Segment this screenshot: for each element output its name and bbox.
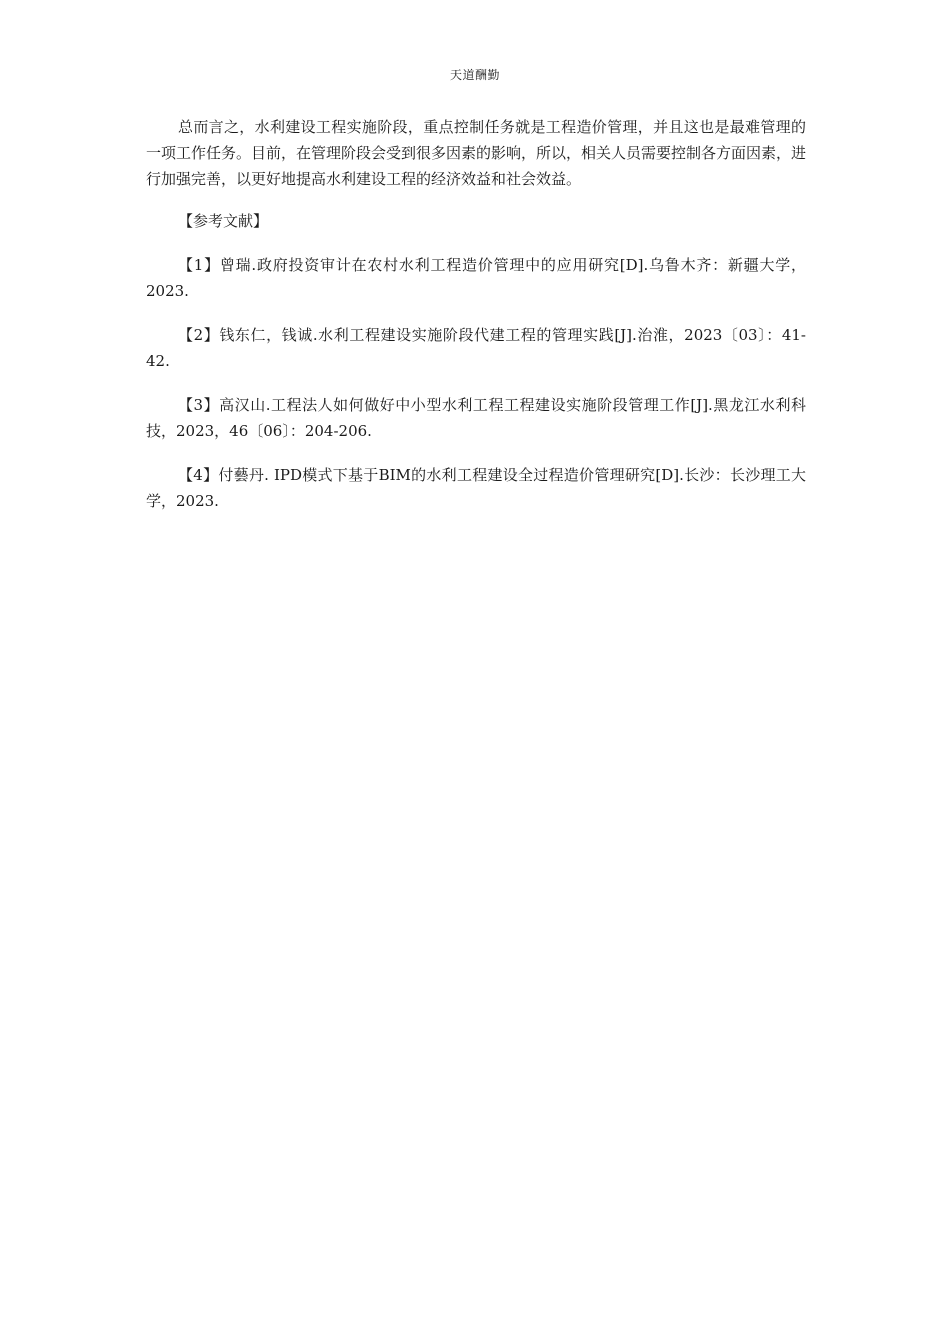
reference-number: 【4】	[178, 466, 219, 484]
page-header: 天道酬勤	[449, 68, 500, 82]
conclusion-paragraph: 总而言之，水利建设工程实施阶段，重点控制任务就是工程造价管理，并且这也是最难管理的一项工作任务。目前，在管理阶段会受到很多因素的影响，所以，相关人员需要控制各方面因素，进行加强完善，以更好地提高水利建设工程的经济效益和社会效益。	[146, 118, 807, 188]
reference-item	[146, 322, 806, 374]
reference-number: 【3】	[178, 396, 220, 414]
reference-text: 钱东仁，钱诚.水利工程建设实施阶段代建工程的管理实践[J].治淮，2023〔03〕：41-42.	[146, 326, 806, 370]
reference-text: 高汉山.工程法人如何做好中小型水利工程工程建设实施阶段管理工作[J].黑龙江水利科技，2023，46〔06〕：204-206.	[146, 396, 806, 440]
reference-number: 【1】	[178, 256, 220, 274]
reference-item	[146, 252, 806, 304]
reference-text: 付藝丹. IPD模式下基于BIM的水利工程建设全过程造价管理研究[D].长沙：长沙理工大学，2023.	[146, 466, 807, 510]
document-body	[146, 114, 806, 514]
reference-item	[146, 462, 806, 514]
reference-number: 【2】	[178, 326, 220, 344]
reference-text: 曾瑞.政府投资审计在农村水利工程造价管理中的应用研究[D].乌鲁木齐：新疆大学，2023.	[146, 256, 806, 300]
references-list	[146, 252, 806, 514]
references-heading: 【参考文献】	[178, 212, 269, 230]
reference-item	[146, 392, 806, 444]
